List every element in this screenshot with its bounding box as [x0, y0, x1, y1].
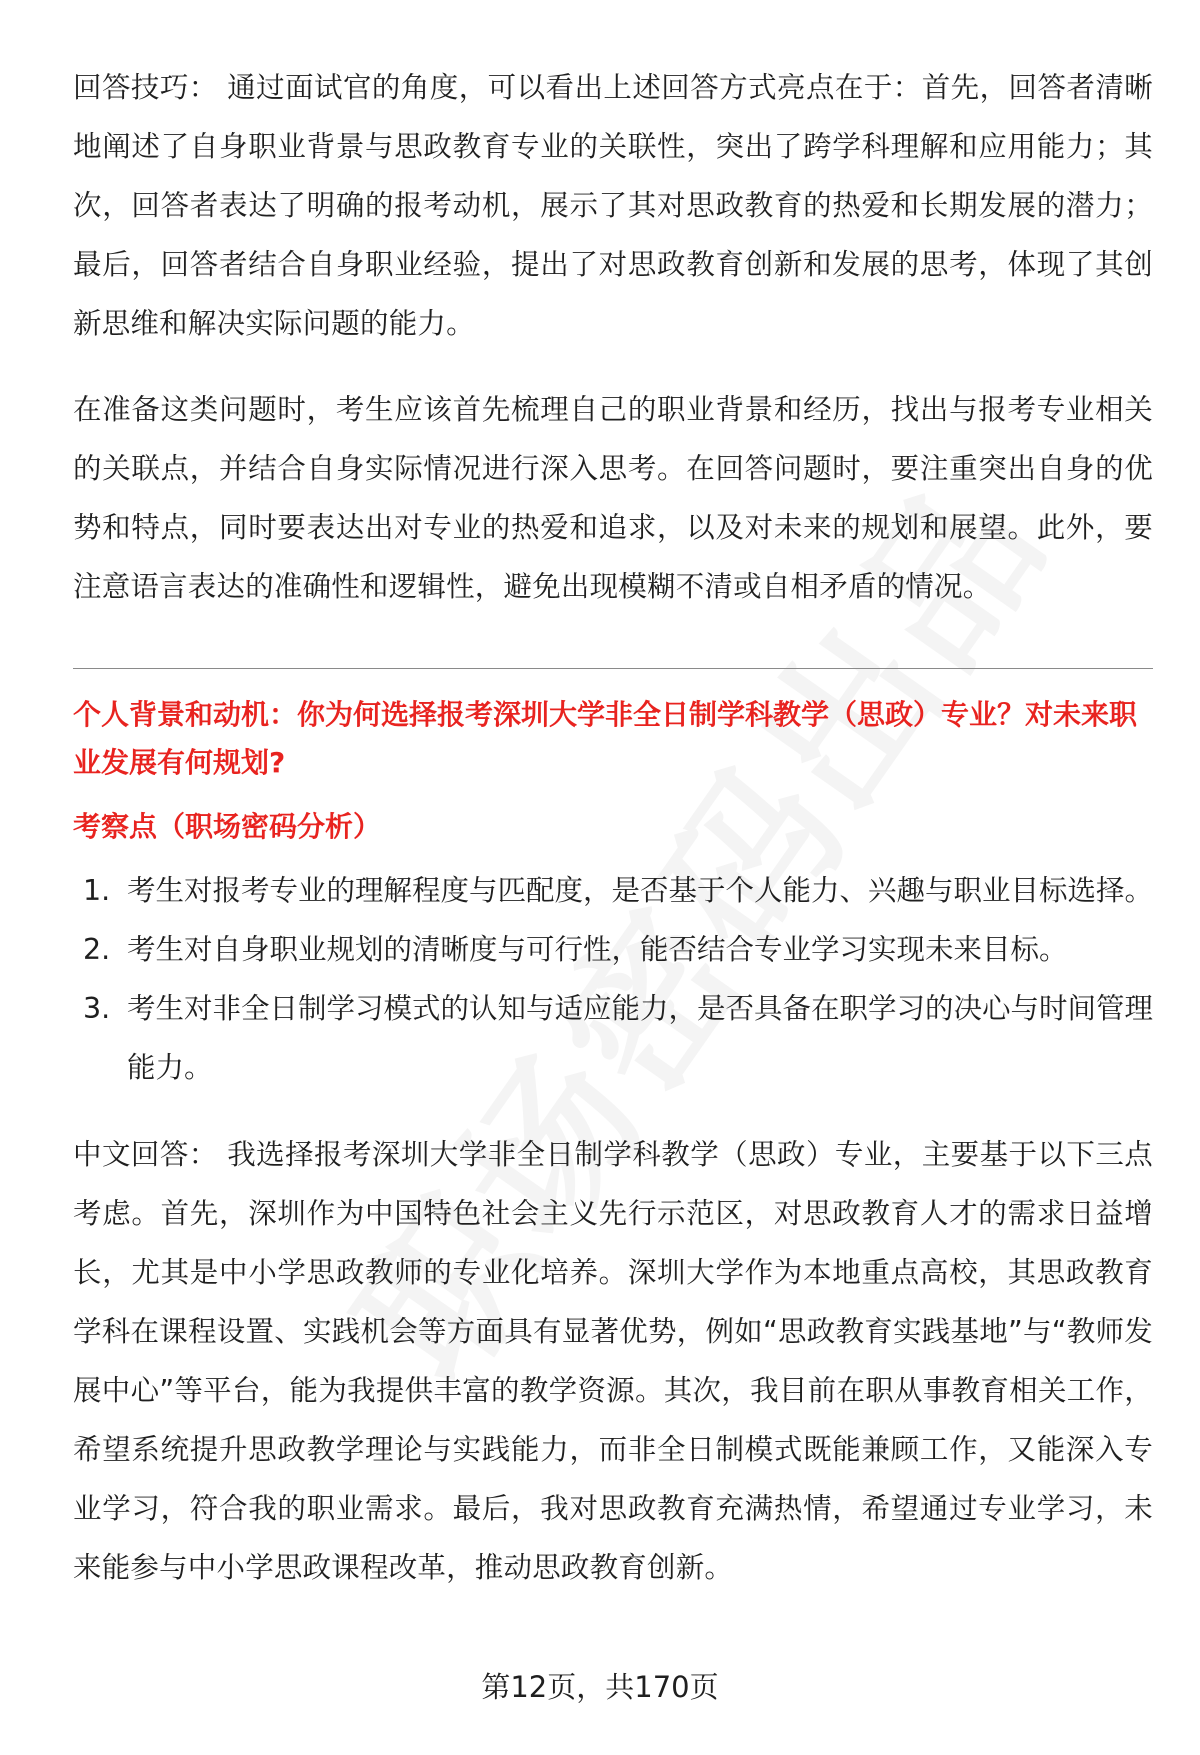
list-item-text: 考生对报考专业的理解程度与匹配度，是否基于个人能力、兴趣与职业目标选择。 [127, 874, 1154, 907]
document-page [73, 58, 1153, 1597]
points-heading: 考察点（职场密码分析） [73, 810, 382, 843]
list-item-text: 考生对自身职业规划的清晰度与可行性，能否结合专业学习实现未来目标。 [127, 933, 1068, 966]
question-title: 个人背景和动机：你为何选择报考深圳大学非全日制学科教学（思政）专业？对未来职业发展有何规划? [73, 698, 1138, 779]
preparation-paragraph: 在准备这类问题时，考生应该首先梳理自己的职业背景和经历，找出与报考专业相关的关联点，并结合自身实际情况进行深入思考。在回答问题时，要注重突出自身的优势和特点，同时要表达出对专业的热爱和追求，以及对未来的规划和展望。此外，要注意语言表达的准确性和逻辑性，避免出现模糊不清或自相矛盾的情况。 [73, 393, 1153, 603]
list-item [73, 920, 1153, 979]
answer-paragraph: 中文回答： 我选择报考深圳大学非全日制学科教学（思政）专业，主要基于以下三点考虑。首先，深圳作为中国特色社会主义先行示范区，对思政教育人才的需求日益增长，尤其是中小学思政教师的专业化培养。深圳大学作为本地重点高校，其思政教育学科在课程设置、实践机会等方面具有显著优势，例如“思政教育实践基地”与“教师发展中心”等平台，能为我提供丰富的教学资源。其次，我目前在职从事教育相关工作，希望系统提升思政教学理论与实践能力，而非全日制模式既能兼顾工作，又能深入专业学习，符合我的职业需求。最后，我对思政教育充满热情，希望通过专业学习，未来能参与中小学思政课程改革，推动思政教育创新。 [73, 1138, 1153, 1584]
list-number: 3. [83, 992, 111, 1025]
list-number: 1. [83, 874, 111, 907]
list-item [73, 979, 1153, 1097]
list-item-text: 考生对非全日制学习模式的认知与适应能力，是否具备在职学习的决心与时间管理能力。 [127, 992, 1154, 1084]
page-number: 第12页，共170页 [481, 1670, 719, 1704]
section-divider [73, 668, 1153, 669]
assessment-points-list [73, 861, 1153, 1097]
list-number: 2. [83, 933, 111, 966]
list-item [73, 861, 1153, 920]
tips-paragraph: 回答技巧： 通过面试官的角度，可以看出上述回答方式亮点在于：首先，回答者清晰地阐述了自身职业背景与思政教育专业的关联性，突出了跨学科理解和应用能力；其次，回答者表达了明确的报考动机，展示了其对思政教育的热爱和长期发展的潜力；最后，回答者结合自身职业经验，提出了对思政教育创新和发展的思考，体现了其创新思维和解决实际问题的能力。 [73, 71, 1153, 340]
